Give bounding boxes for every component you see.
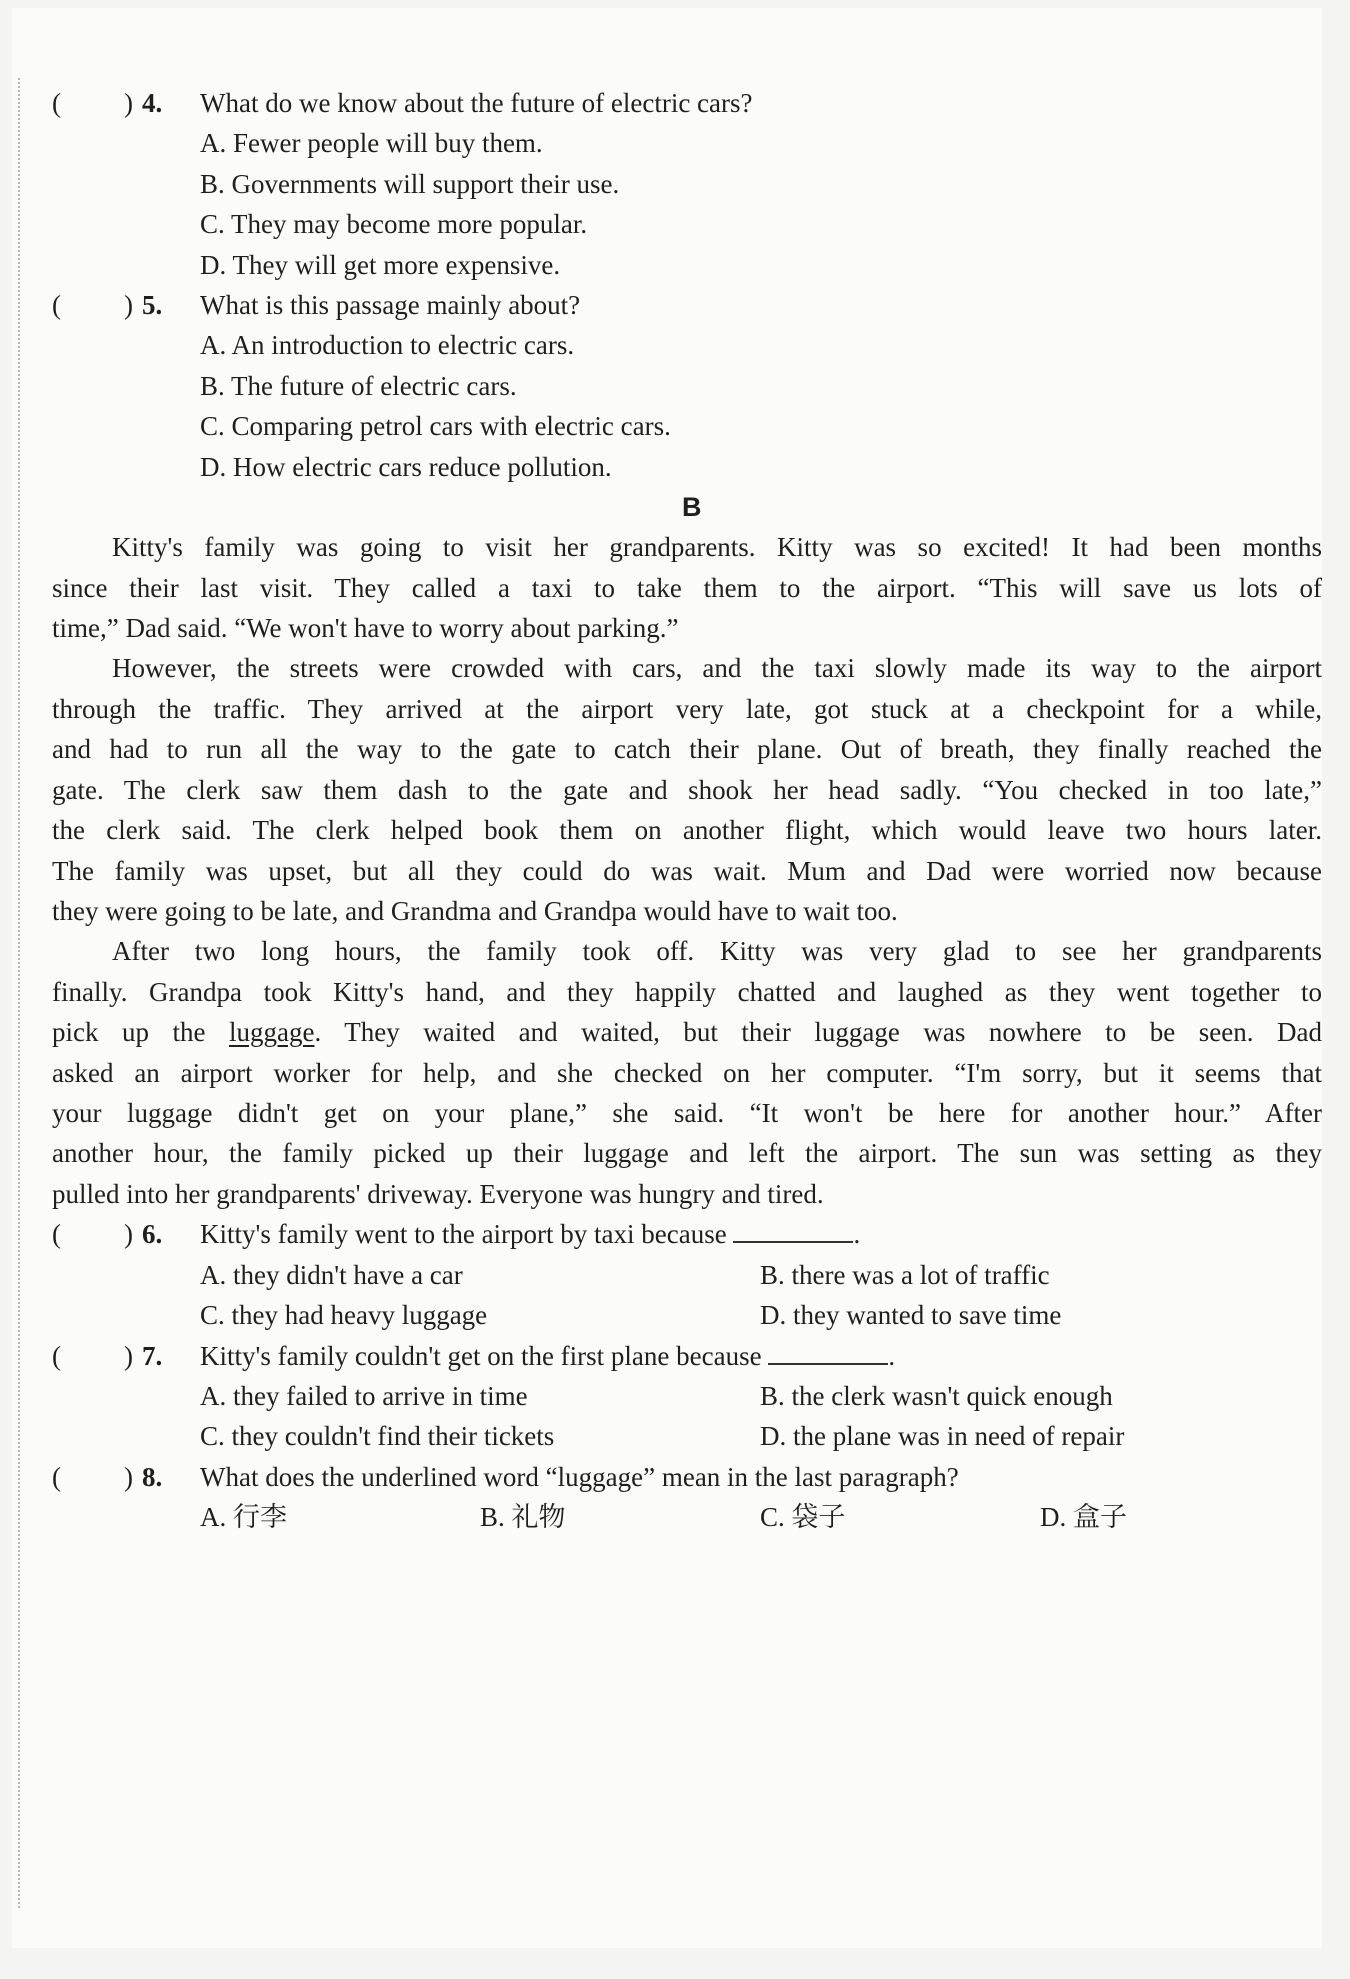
option-c: C. Comparing petrol cars with electric cars.	[200, 411, 671, 441]
answer-blank	[768, 1339, 888, 1365]
section-heading: B	[682, 492, 702, 522]
answer-paren-open: (	[52, 1219, 61, 1249]
answer-paren-close: )	[124, 1341, 133, 1371]
passage-line: the clerk said. The clerk helped book them on another flight, which would leave two hours later.	[52, 815, 1322, 845]
answer-paren-close: )	[124, 88, 133, 118]
option-b: B. Governments will support their use.	[200, 169, 620, 199]
answer-paren-open: (	[52, 1462, 61, 1492]
option-d: D. How electric cars reduce pollution.	[200, 452, 612, 482]
option-b: B. 礼物	[480, 1502, 566, 1532]
option-a: A. they didn't have a car	[200, 1260, 463, 1290]
passage-text: pick up the	[52, 1017, 229, 1047]
question-number: 7.	[142, 1341, 163, 1371]
passage-line-with-underline	[52, 1015, 1322, 1049]
passage-line: your luggage didn't get on your plane,” she said. “It won't be here for another hour.” After	[52, 1098, 1322, 1128]
option-b: B. the clerk wasn't quick enough	[760, 1381, 1113, 1411]
answer-paren-close: )	[124, 290, 133, 320]
option-b: B. there was a lot of traffic	[760, 1260, 1050, 1290]
question-text: What do we know about the future of electric cars?	[200, 88, 753, 118]
passage-line: However, the streets were crowded with cars, and the taxi slowly made its way to the airport	[112, 653, 1322, 683]
passage-line: they were going to be late, and Grandma and Grandpa would have to wait too.	[52, 896, 898, 926]
worksheet-page	[12, 8, 1322, 1948]
passage-line: Kitty's family was going to visit her grandparents. Kitty was so excited! It had been months	[112, 532, 1322, 562]
question-text: Kitty's family couldn't get on the first plane because	[200, 1341, 762, 1371]
option-c: C. They may become more popular.	[200, 209, 588, 239]
answer-paren-close: )	[124, 1219, 133, 1249]
question-number: 4.	[142, 88, 163, 118]
option-d: D. 盒子	[1040, 1502, 1127, 1532]
passage-line: and had to run all the way to the gate to catch their plane. Out of breath, they finally reached the	[52, 734, 1322, 764]
passage-line: asked an airport worker for help, and she checked on her computer. “I'm sorry, but it seems that	[52, 1058, 1322, 1088]
question-number: 6.	[142, 1219, 163, 1249]
passage-line: another hour, the family picked up their luggage and left the airport. The sun was setting as they	[52, 1138, 1322, 1168]
question-text: What is this passage mainly about?	[200, 290, 581, 320]
binding-cut-line	[18, 78, 20, 1908]
answer-paren-open: (	[52, 290, 61, 320]
passage-line: through the traffic. They arrived at the airport very late, got stuck at a checkpoint for a while,	[52, 694, 1322, 724]
passage-line: gate. The clerk saw them dash to the gate and shook her head sadly. “You checked in too late,”	[52, 775, 1322, 805]
passage-line: finally. Grandpa took Kitty's hand, and they happily chatted and laughed as they went together to	[52, 977, 1322, 1007]
passage-line: time,” Dad said. “We won't have to worry about parking.”	[52, 613, 679, 643]
option-c: C. they couldn't find their tickets	[200, 1421, 555, 1451]
option-a: A. they failed to arrive in time	[200, 1381, 528, 1411]
question-number: 5.	[142, 290, 163, 320]
period: .	[888, 1341, 896, 1371]
question-text: Kitty's family went to the airport by taxi because	[200, 1219, 727, 1249]
option-c: C. they had heavy luggage	[200, 1300, 488, 1330]
passage-text: . They waited and waited, but their luggage was nowhere to be seen. Dad	[314, 1017, 1322, 1047]
passage-line: since their last visit. They called a taxi to take them to the airport. “This will save us lots of	[52, 573, 1322, 603]
option-d: D. they wanted to save time	[760, 1300, 1062, 1330]
option-a: A. Fewer people will buy them.	[200, 128, 543, 158]
option-c: C. 袋子	[760, 1502, 846, 1532]
question-text: What does the underlined word “luggage” mean in the last paragraph?	[200, 1462, 959, 1492]
period: .	[853, 1219, 861, 1249]
question-number: 8.	[142, 1462, 163, 1492]
passage-line: After two long hours, the family took off. Kitty was very glad to see her grandparents	[112, 936, 1322, 966]
option-a: A. An introduction to electric cars.	[200, 330, 575, 360]
answer-paren-open: (	[52, 88, 61, 118]
option-d: D. the plane was in need of repair	[760, 1421, 1125, 1451]
option-d: D. They will get more expensive.	[200, 250, 561, 280]
answer-blank	[733, 1217, 853, 1243]
answer-paren-open: (	[52, 1341, 61, 1371]
underlined-word: luggage	[228, 1017, 315, 1047]
option-b: B. The future of electric cars.	[200, 371, 517, 401]
option-a: A. 行李	[200, 1502, 287, 1532]
answer-paren-close: )	[124, 1462, 133, 1492]
passage-line: pulled into her grandparents' driveway. Everyone was hungry and tired.	[52, 1179, 824, 1209]
passage-line: The family was upset, but all they could do was wait. Mum and Dad were worried now because	[52, 856, 1322, 886]
